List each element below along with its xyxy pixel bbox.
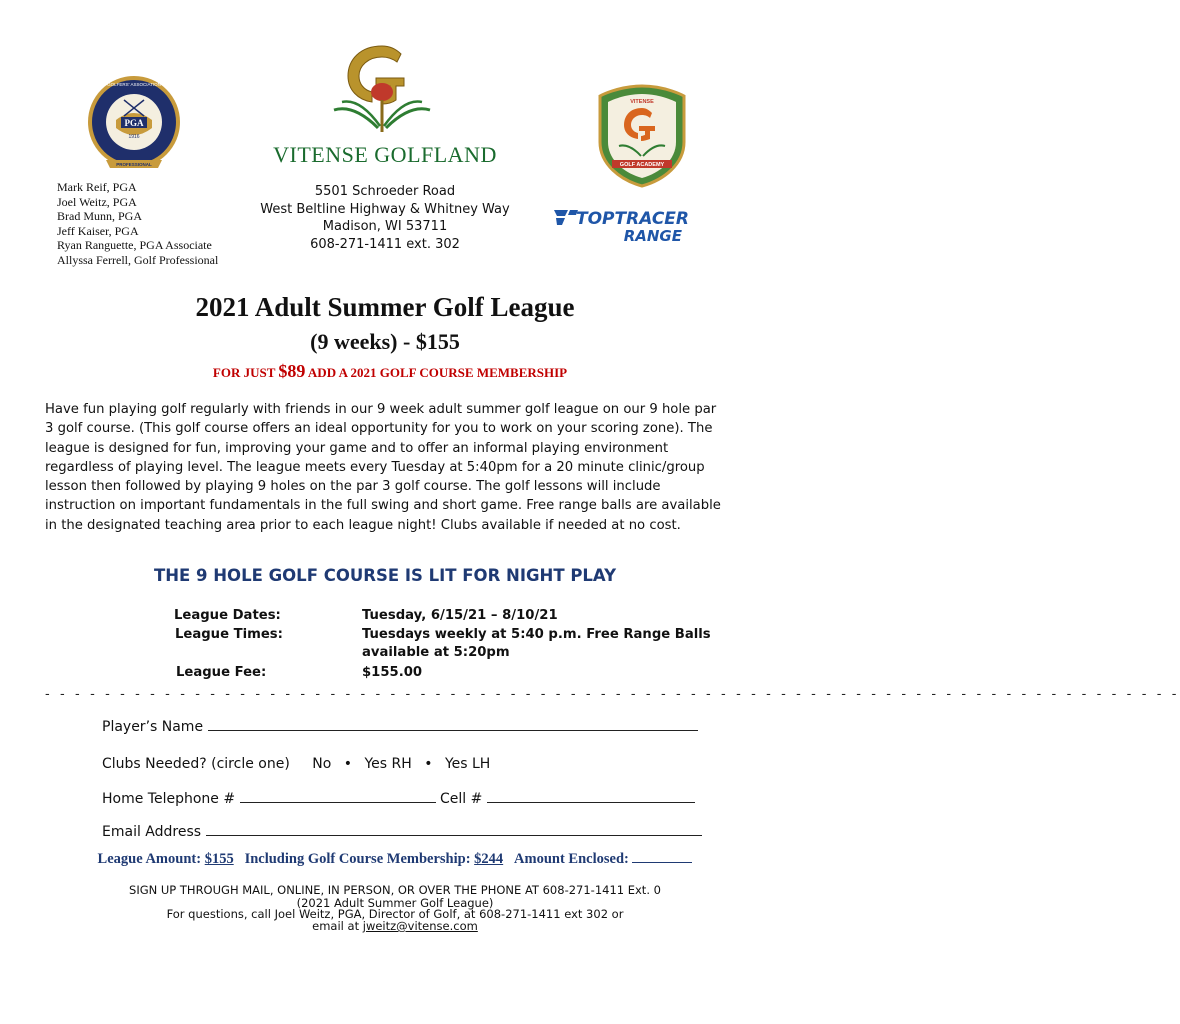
staff-member: Jeff Kaiser, PGA	[57, 223, 139, 238]
email-address-field[interactable]	[206, 822, 702, 836]
phone-row	[102, 789, 695, 807]
clubs-option-yes-lh[interactable]: Yes LH	[444, 756, 491, 772]
address-line: 5501 Schroeder Road	[314, 184, 456, 199]
cell-label: Cell #	[439, 791, 483, 807]
league-dates-value: Tuesday, 6/15/21 – 8/10/21	[362, 608, 558, 623]
home-telephone-field[interactable]	[240, 789, 436, 803]
address-line: West Beltline Highway & Whitney Way	[260, 201, 510, 217]
league-name-note: (2021 Adult Summer Golf League)	[296, 896, 494, 910]
email-row	[102, 822, 702, 840]
vitense-golfland-logo	[326, 40, 438, 140]
amount-summary	[0, 849, 790, 868]
staff-member: Brad Munn, PGA	[57, 209, 143, 224]
svg-text:GOLF ACADEMY: GOLF ACADEMY	[619, 162, 665, 168]
amount-enclosed-field[interactable]	[632, 849, 692, 863]
toptracer-line2: RANGE	[623, 227, 682, 245]
promo-prefix: FOR JUST	[212, 365, 279, 380]
league-dates-label: League Dates:	[174, 608, 281, 623]
svg-text:1916: 1916	[128, 134, 140, 140]
league-times-value: Tuesdays weekly at 5:40 p.m. Free Range Balls available at 5:20pm	[362, 627, 711, 660]
league-fee-label: League Fee:	[176, 665, 267, 680]
promo-price: $89	[278, 361, 306, 381]
player-name-label: Player’s Name	[102, 719, 204, 735]
cell-field[interactable]	[487, 789, 695, 803]
svg-text:VITENSE: VITENSE	[630, 99, 654, 105]
staff-member: Joel Weitz, PGA	[57, 194, 137, 209]
phone-line: 608-271-1411 ext. 302	[310, 236, 460, 252]
svg-text:GOLFERS' ASSOCIATION: GOLFERS' ASSOCIATION	[107, 82, 161, 87]
pga-logo	[86, 70, 182, 180]
league-fee-value: $155.00	[362, 665, 423, 680]
svg-text:PGA: PGA	[124, 118, 144, 128]
clubs-option-yes-rh[interactable]: Yes RH	[364, 756, 412, 772]
night-play-heading: THE 9 HOLE GOLF COURSE IS LIT FOR NIGHT PLAY	[153, 566, 617, 585]
page-subtitle: (9 weeks) - $155	[310, 329, 460, 354]
email-contact-line	[0, 920, 790, 933]
league-amount-label: League Amount:	[97, 851, 205, 867]
brand-name: VITENSE GOLFLAND	[273, 142, 497, 167]
signup-instructions: SIGN UP THROUGH MAIL, ONLINE, IN PERSON, OR OVER THE PHONE AT 608-271-1411 Ext. 0	[129, 883, 661, 897]
email-link[interactable]: jweitz@vitense.com	[362, 919, 478, 933]
staff-list	[57, 180, 257, 268]
player-name-row	[102, 717, 698, 735]
league-description: Have fun playing golf regularly with friends in our 9 week adult summer golf league on our 9 hole par 3 golf course. (This golf course offers an ideal opportunity for you to work on your scoring zone). The league is designed for fun, improving your game and to offer an informal playing environment regardless of playing level. The league meets every Tuesday at 5:40pm for a 20 minute clinic/group lesson then followed by playing 9 holes on the par 3 golf course. The golf lessons will include instruction on important fundamentals in the full swing and short game. Free range balls are available in the designated teaching area prior to each league night! Clubs available if needed at no cost.	[45, 402, 721, 533]
address-block	[250, 183, 520, 253]
cut-line-divider: - - - - - - - - - - - - - - - - - - - - - - - - - - - - - - - - - - - - - - - - - - - - - - - - - - - - - - - - - - - - - - - - - - - - - - - - - - - -	[45, 687, 1180, 702]
bullet-separator: •	[343, 756, 353, 772]
league-amount-value: $155	[204, 851, 234, 867]
clubs-needed-label: Clubs Needed? (circle one)	[102, 756, 290, 772]
membership-amount-value: $244	[474, 851, 504, 867]
staff-member: Ryan Ranguette, PGA Associate	[57, 238, 212, 253]
home-telephone-label: Home Telephone #	[102, 791, 236, 807]
membership-promo	[0, 361, 780, 382]
email-address-label: Email Address	[102, 824, 202, 840]
player-name-field[interactable]	[208, 717, 698, 731]
toptracer-range-logo	[552, 206, 712, 246]
email-prefix: email at	[312, 919, 363, 933]
membership-amount-label: Including Golf Course Membership:	[244, 851, 475, 867]
amount-enclosed-label: Amount Enclosed:	[514, 851, 633, 867]
page-title: 2021 Adult Summer Golf League	[195, 292, 575, 322]
clubs-needed-row	[102, 756, 490, 772]
vitense-golf-academy-logo	[597, 84, 687, 188]
staff-member: Allyssa Ferrell, Golf Professional	[57, 252, 219, 267]
questions-contact: For questions, call Joel Weitz, PGA, Director of Golf, at 608-271-1411 ext 302 or	[166, 907, 624, 921]
clubs-option-no[interactable]: No	[312, 756, 332, 772]
bullet-separator: •	[424, 756, 433, 772]
promo-suffix: ADD A 2021 GOLF COURSE MEMBERSHIP	[305, 365, 568, 380]
staff-member: Mark Reif, PGA	[57, 180, 137, 194]
address-line: Madison, WI 53711	[322, 219, 448, 234]
svg-text:PROFESSIONAL: PROFESSIONAL	[116, 162, 152, 167]
league-times-label: League Times:	[175, 627, 283, 642]
toptracer-line1: TOPTRACER	[576, 209, 690, 229]
